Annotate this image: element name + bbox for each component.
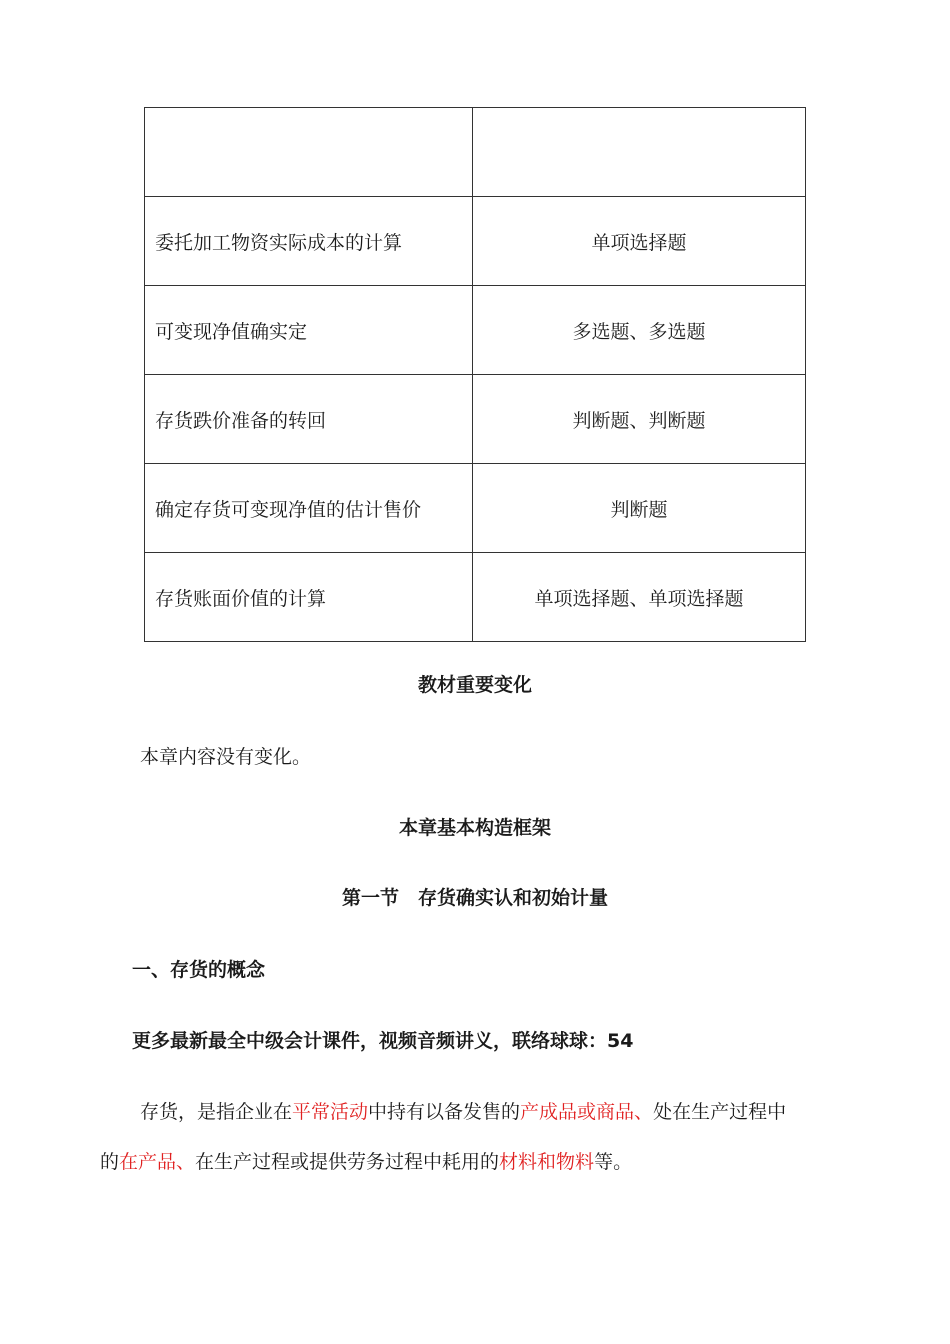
definition-text: 中持有以备发售的 (368, 1101, 521, 1123)
highlight-text: 产成品或商品、 (520, 1101, 654, 1123)
knowledge-point-table (144, 107, 806, 642)
textbook-changes-body: 本章内容没有变化。 (140, 746, 312, 768)
table-row (145, 375, 806, 464)
question-type-cell: 单项选择题 (473, 197, 806, 286)
definition-text: 处在生产过程中 (653, 1101, 787, 1123)
highlight-text: 在产品、 (119, 1151, 196, 1173)
subsection-1-heading: 一、存货的概念 (132, 959, 266, 981)
table-row (145, 553, 806, 642)
topic-cell: 存货账面价值的计算 (145, 553, 473, 642)
question-type-cell: 判断题 (473, 464, 806, 553)
topic-cell: 存货跌价准备的转回 (145, 375, 473, 464)
definition-line-1 (140, 1097, 786, 1124)
table-row (145, 464, 806, 553)
topic-cell: 委托加工物资实际成本的计算 (145, 197, 473, 286)
topic-cell: 可变现净值确实定 (145, 286, 473, 375)
definition-text: 存货，是指企业在 (140, 1101, 293, 1123)
question-type-cell: 判断题、判断题 (473, 375, 806, 464)
definition-text: 等。 (594, 1151, 633, 1173)
definition-text: 的 (100, 1151, 120, 1173)
question-type-cell: 单项选择题、单项选择题 (473, 553, 806, 642)
question-type-cell (473, 108, 806, 197)
table-row (145, 197, 806, 286)
framework-heading: 本章基本构造框架 (398, 817, 551, 839)
question-type-cell: 多选题、多选题 (473, 286, 806, 375)
promo-line: 更多最新最全中级会计课件，视频音频讲义，联络球球：54 (132, 1030, 634, 1052)
definition-line-2 (100, 1147, 632, 1174)
table-row (145, 286, 806, 375)
table-body (145, 108, 806, 642)
topic-cell (145, 108, 473, 197)
table-row (145, 108, 806, 197)
highlight-text: 材料和物料 (499, 1151, 595, 1173)
definition-text: 在生产过程或提供劳务过程中耗用的 (195, 1151, 500, 1173)
highlight-text: 平常活动 (292, 1101, 369, 1123)
topic-cell: 确定存货可变现净值的估计售价 (145, 464, 473, 553)
section-1-heading: 第一节 存货确实认和初始计量 (341, 887, 608, 909)
textbook-changes-heading: 教材重要变化 (417, 674, 532, 696)
